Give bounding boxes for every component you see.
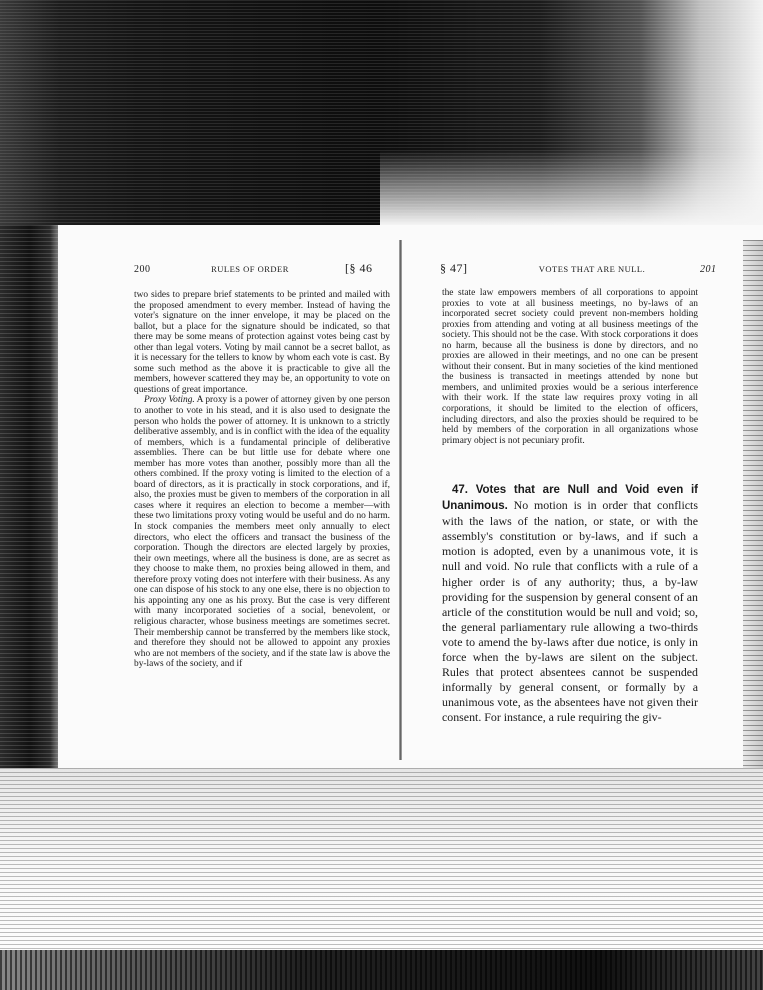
left-paragraph-1: two sides to prepare brief statements to be printed and mailed with the proposed amendment to every member. Instead of having the voter's signature on the inner envelope, it may be placed on the ballot, but a place for the signature should be indicated, so that there may be some means of protection against votes being cast by other than legal voters. Voting by mail cannot be a secret ballot, as it is necessary for the tellers to know by whom each vote is cast. By some such method as the above it is practicable to give all the members, however scattered they may be, an opportunity to vote on questions of great importance. — [134, 290, 390, 395]
scan-border-right — [743, 240, 763, 770]
left-paragraph-2: A proxy is a power of attorney given by one person to another to vote in his stead, and it is also used to designate the person who holds the power of attorney. It is unknown to a strictly deliberative assembly, and is in conflict with the idea of the equality of members, which is a fundamental principle of deliberative assemblies. There can be but little use for debate where one member has more votes than another, possibly more than all the others combined. If the proxy voting is limited to the election of a board of directors, as it is practically in stock corporations, and if, also, the proxies must be given to members of the corporation in all cases where it requires an election to become a member—with these two limitations proxy voting would be useful and do no harm. In stock companies the members meet only annually to elect directors, who elect the officers and transact the business of the corporation. Though the directors are elected largely by proxies, their own meetings, where all the business is done, are as secret as they choose to make them, no proxies being allowed in them, and therefore proxy voting does not interfere with their business. As any one can dispose of his stock to any one else, there is no objection to his appointing any one as his proxy. But the case is very different with many incorporated societies of a social, benevolent, or religious character, whose business meetings are sometimes secret. Their membership cannot be transferred by the members like stock, and therefore they should not be allowed to appoint any proxies who are not members of the society, and if the state law is above the by-laws of the society, and if — [134, 395, 390, 670]
scan-border-left — [0, 225, 58, 770]
section-47-heading: 47. Votes that are Null and Void even if Unanimous. — [442, 484, 698, 513]
right-page-number: 201 — [700, 264, 717, 275]
section-47-text: No motion is in order that conflicts with the laws of the nation, or state, or with the assembly's constitution or by-laws, and if such a motion is adopted, even by a unanimous vote, it is null and void. No rule that conflicts with a rule of a higher order is of any authority; thus, a by-law providing for the suspension by general consent of an article of the constitution would be null and void; so, the general parliamentary rule allowing a two-thirds vote to amend the by-laws after due notice, is only in force when the by-laws are silent on the subject. Rules that protect absentees cannot be suspended informally by general consent, or formally by a unanimous vote, as the absentees have not given their consent. For instance, a rule requiring the giv- — [442, 498, 698, 725]
section-47-paragraph — [442, 482, 698, 726]
left-page-number: 200 — [134, 264, 151, 275]
right-section-ref: § 47] — [440, 261, 468, 275]
right-body-text-section-47 — [442, 482, 698, 726]
scan-border-bottom-band — [0, 950, 763, 990]
right-running-title: VOTES THAT ARE NULL. — [538, 264, 646, 274]
left-running-title: RULES OF ORDER — [211, 264, 289, 274]
right-body-text-top — [442, 288, 698, 446]
proxy-voting-heading: Proxy Voting. — [144, 395, 195, 406]
left-page — [60, 240, 400, 760]
right-running-head — [402, 261, 742, 278]
left-running-head — [60, 261, 400, 278]
left-section-ref: [§ 46 — [345, 261, 373, 275]
right-page — [402, 240, 742, 760]
left-body-text — [134, 290, 390, 670]
right-paragraph-1: the state law empowers members of all corporations to appoint proxies to vote at all business meetings, no by-laws of an incorporated secret society could prevent non-members holding proxies from attending and voting at all business meetings of the society. This should not be the case. With stock corporations it does no harm, because all the business is done by directors, and no proxies are allowed in their meetings, and no one can be present without their consent. But in many societies of the kind mentioned the business is transacted in meetings attended by none but members, and unlimited proxies would be a serious interference with their work. If the state law requires proxy voting in all corporations, it should be limited to the election of officers, including directors, and also the proxies should be required to be held by members of the corporation in all organizations whose primary object is not pecuniary profit. — [442, 288, 698, 446]
left-paragraph-2-wrap — [134, 395, 390, 669]
scan-border-fade — [380, 150, 763, 225]
